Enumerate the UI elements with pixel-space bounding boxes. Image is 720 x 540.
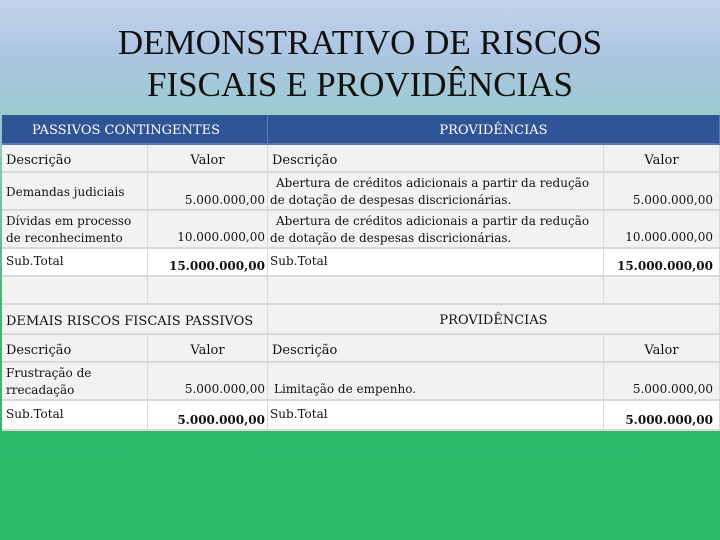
- section1-column-headers: [2, 145, 720, 173]
- subtotal-label-right: Sub.Total: [268, 401, 604, 431]
- empty-cell: [2, 277, 148, 305]
- valor-providencia-cell: 10.000.000,00: [604, 211, 720, 249]
- subtotal-label-left: Sub.Total: [2, 401, 148, 431]
- valor-providencia-cell: 5.000.000,00: [604, 173, 720, 211]
- empty-cell: [268, 277, 604, 305]
- section2-subtotal-row: [2, 401, 720, 431]
- header-providencias-1: PROVIDÊNCIAS: [268, 115, 720, 145]
- empty-cell: [148, 277, 268, 305]
- valor-providencia-cell: 5.000.000,00: [604, 363, 720, 401]
- subtotal-valor: 5.000.000,00: [148, 401, 268, 431]
- col-valor-left: Valor: [148, 335, 268, 363]
- passivo-cell: Dívidas em processo de reconhecimento: [2, 211, 148, 249]
- subtotal-label-left: Sub.Total: [2, 249, 148, 277]
- section1-subtotal-row: [2, 249, 720, 277]
- spacer-row: [2, 277, 720, 305]
- valor-cell: 5.000.000,00: [148, 173, 268, 211]
- subtotal-valor-providencia: 5.000.000,00: [604, 401, 720, 431]
- empty-cell: [604, 277, 720, 305]
- table-row: [2, 173, 720, 211]
- header-passivos-contingentes: PASSIVOS CONTINGENTES: [2, 115, 268, 145]
- col-valor-left: Valor: [148, 145, 268, 173]
- col-descricao-right: Descrição: [268, 145, 604, 173]
- valor-cell: 5.000.000,00: [148, 363, 268, 401]
- table-row: [2, 363, 720, 401]
- section2-column-headers: [2, 335, 720, 363]
- providencia-cell: Abertura de créditos adicionais a partir da redução de dotação de despesas discricionárias.: [268, 173, 604, 211]
- passivo-cell: Demandas judiciais: [2, 173, 148, 211]
- title-line-1: DEMONSTRATIVO DE RISCOS: [117, 23, 603, 62]
- providencia-cell: Abertura de créditos adicionais a partir da redução de dotação de despesas discricionárias.: [268, 211, 604, 249]
- col-descricao-left: Descrição: [2, 145, 148, 173]
- section2-header: [2, 305, 720, 335]
- section1-header: [2, 115, 720, 145]
- col-valor-right: Valor: [604, 145, 720, 173]
- table-row: [2, 211, 720, 249]
- risk-table: [2, 115, 720, 431]
- header-providencias-2: PROVIDÊNCIAS: [268, 305, 720, 335]
- col-valor-right: Valor: [604, 335, 720, 363]
- col-descricao-left: Descrição: [2, 335, 148, 363]
- subtotal-label-right: Sub.Total: [268, 249, 604, 277]
- valor-cell: 10.000.000,00: [148, 211, 268, 249]
- title-line-2: FISCAIS E PROVIDÊNCIAS: [147, 65, 573, 104]
- subtotal-valor-providencia: 15.000.000,00: [604, 249, 720, 277]
- page-title: [0, 22, 720, 106]
- col-descricao-right: Descrição: [268, 335, 604, 363]
- providencia-cell: Limitação de empenho.: [268, 363, 604, 401]
- header-demais-riscos: DEMAIS RISCOS FISCAIS PASSIVOS: [2, 305, 268, 335]
- subtotal-valor: 15.000.000,00: [148, 249, 268, 277]
- passivo-cell: Frustração de rrecadação: [2, 363, 148, 401]
